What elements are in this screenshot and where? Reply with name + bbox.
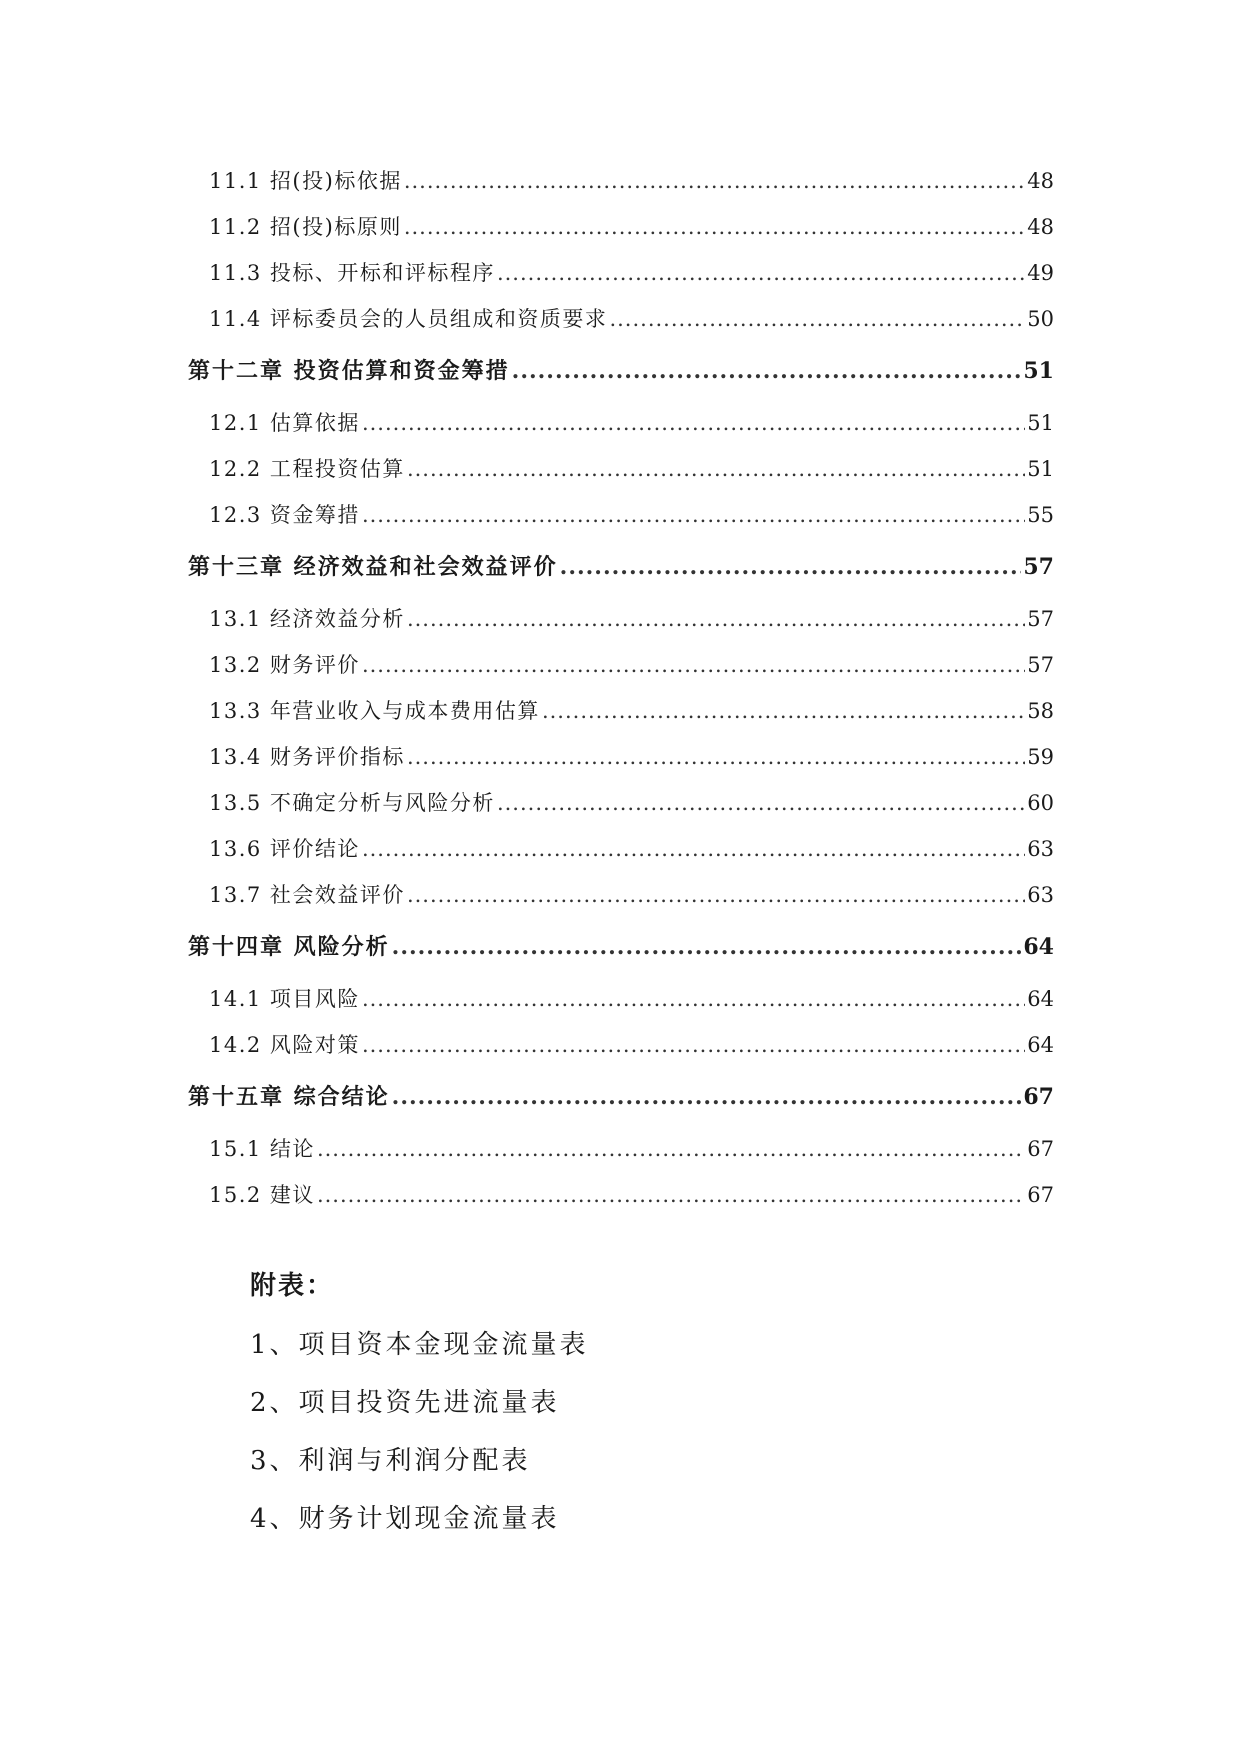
toc-page-number: 64 <box>1023 934 1054 960</box>
toc-page-number: 64 <box>1027 987 1054 1011</box>
toc-entry-label: 14.1 项目风险 <box>209 987 360 1011</box>
toc-leader-dots <box>317 1172 1025 1218</box>
toc-entry-label: 11.2 招(投)标原则 <box>209 215 402 239</box>
toc-page-number: 57 <box>1023 554 1054 580</box>
toc-section-entry[interactable] <box>188 872 1054 918</box>
toc-page-number: 63 <box>1027 837 1054 861</box>
toc-entry-label: 13.7 社会效益评价 <box>209 883 405 907</box>
toc-chapter-entry[interactable] <box>188 1068 1054 1126</box>
toc-section-entry[interactable] <box>188 734 1054 780</box>
toc-page-number: 50 <box>1027 307 1054 331</box>
toc-page-number: 51 <box>1023 358 1054 384</box>
toc-leader-dots <box>542 688 1025 734</box>
toc-entry-label: 11.3 投标、开标和评标程序 <box>209 261 495 285</box>
toc-entry-label: 12.2 工程投资估算 <box>209 457 405 481</box>
toc-section-entry[interactable] <box>188 492 1054 538</box>
toc-section-entry[interactable] <box>188 296 1054 342</box>
toc-leader-dots <box>497 780 1025 826</box>
toc-page-number: 59 <box>1027 745 1054 769</box>
toc-section-entry[interactable] <box>188 1172 1054 1218</box>
toc-page-number: 67 <box>1023 1084 1054 1110</box>
toc-page-number: 49 <box>1027 261 1054 285</box>
toc-section-entry[interactable] <box>188 204 1054 250</box>
toc-leader-dots <box>560 538 1022 596</box>
toc-leader-dots <box>497 250 1025 296</box>
toc-chapter-entry[interactable] <box>188 538 1054 596</box>
toc-page-number: 60 <box>1027 791 1054 815</box>
toc-leader-dots <box>362 400 1025 446</box>
toc-leader-dots <box>362 976 1025 1022</box>
toc-page-number: 67 <box>1027 1137 1054 1161</box>
appendix-item: 1、项目资本金现金流量表 <box>250 1330 589 1360</box>
toc-leader-dots <box>392 918 1022 976</box>
appendix-section <box>250 1262 589 1548</box>
toc-chapter-entry[interactable] <box>188 918 1054 976</box>
toc-entry-label: 12.1 估算依据 <box>209 411 360 435</box>
toc-section-entry[interactable] <box>188 642 1054 688</box>
toc-section-entry[interactable] <box>188 688 1054 734</box>
toc-leader-dots <box>362 642 1025 688</box>
toc-section-entry[interactable] <box>188 1022 1054 1068</box>
toc-entry-label: 第十三章 经济效益和社会效益评价 <box>188 554 558 580</box>
toc-page-number: 51 <box>1027 411 1054 435</box>
toc-leader-dots <box>512 342 1022 400</box>
toc-entry-label: 第十二章 投资估算和资金筹措 <box>188 358 510 384</box>
toc-entry-label: 第十五章 综合结论 <box>188 1084 390 1110</box>
toc-leader-dots <box>317 1126 1025 1172</box>
toc-entry-label: 15.2 建议 <box>209 1183 315 1207</box>
toc-page-number: 57 <box>1027 653 1054 677</box>
toc-section-entry[interactable] <box>188 596 1054 642</box>
toc-leader-dots <box>407 596 1025 642</box>
toc-entry-label: 13.1 经济效益分析 <box>209 607 405 631</box>
toc-leader-dots <box>404 158 1025 204</box>
toc-leader-dots <box>362 826 1025 872</box>
toc-section-entry[interactable] <box>188 780 1054 826</box>
toc-leader-dots <box>404 204 1025 250</box>
toc-page-number: 58 <box>1027 699 1054 723</box>
toc-page-number: 63 <box>1027 883 1054 907</box>
toc-section-entry[interactable] <box>188 1126 1054 1172</box>
toc-entry-label: 13.3 年营业收入与成本费用估算 <box>209 699 540 723</box>
toc-section-entry[interactable] <box>188 826 1054 872</box>
toc-entry-label: 14.2 风险对策 <box>209 1033 360 1057</box>
toc-page-number: 51 <box>1027 457 1054 481</box>
toc-section-entry[interactable] <box>188 400 1054 446</box>
toc-entry-label: 13.6 评价结论 <box>209 837 360 861</box>
toc-section-entry[interactable] <box>188 446 1054 492</box>
toc-leader-dots <box>407 734 1025 780</box>
toc-entry-label: 13.2 财务评价 <box>209 653 360 677</box>
toc-section-entry[interactable] <box>188 976 1054 1022</box>
toc-leader-dots <box>407 872 1025 918</box>
toc-page-number: 48 <box>1027 169 1054 193</box>
toc-leader-dots <box>362 1022 1025 1068</box>
toc-page-number: 57 <box>1027 607 1054 631</box>
table-of-contents <box>188 158 1054 1218</box>
toc-entry-label: 13.4 财务评价指标 <box>209 745 405 769</box>
toc-entry-label: 第十四章 风险分析 <box>188 934 390 960</box>
toc-leader-dots <box>362 492 1025 538</box>
toc-entry-label: 11.1 招(投)标依据 <box>209 169 402 193</box>
appendix-item: 3、利润与利润分配表 <box>250 1446 531 1476</box>
toc-entry-label: 13.5 不确定分析与风险分析 <box>209 791 495 815</box>
toc-page-number: 67 <box>1027 1183 1054 1207</box>
toc-entry-label: 15.1 结论 <box>209 1137 315 1161</box>
toc-leader-dots <box>392 1068 1022 1126</box>
toc-page-number: 64 <box>1027 1033 1054 1057</box>
toc-page-number: 48 <box>1027 215 1054 239</box>
toc-page-number: 55 <box>1027 503 1054 527</box>
toc-section-entry[interactable] <box>188 250 1054 296</box>
toc-leader-dots <box>609 296 1025 342</box>
toc-chapter-entry[interactable] <box>188 342 1054 400</box>
toc-entry-label: 11.4 评标委员会的人员组成和资质要求 <box>209 307 608 331</box>
appendix-title: 附表： <box>250 1271 335 1301</box>
appendix-item: 2、项目投资先进流量表 <box>250 1388 560 1418</box>
appendix-item: 4、财务计划现金流量表 <box>250 1504 560 1534</box>
toc-entry-label: 12.3 资金筹措 <box>209 503 360 527</box>
toc-section-entry[interactable] <box>188 158 1054 204</box>
toc-leader-dots <box>407 446 1025 492</box>
